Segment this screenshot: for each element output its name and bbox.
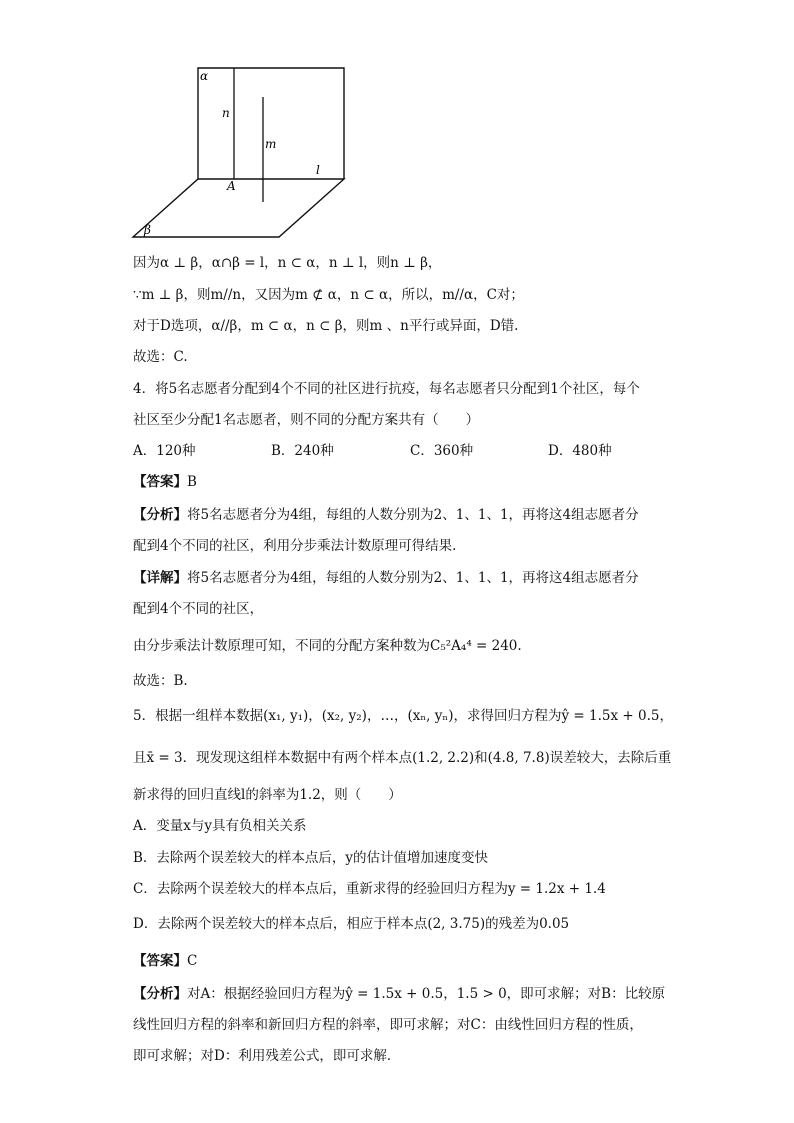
q3-solution-line-1: 因为α ⊥ β，α∩β = l，n ⊂ α，n ⊥ l，则n ⊥ β， [133,255,442,271]
answer-tag: 【答案】 [133,474,187,490]
q5-stem-line-2: 且x̄ = 3．现发现这组样本数据中有两个样本点(1.2, 2.2)和(4.8, 7.8)误差较大，去除后重 [133,750,672,766]
q5-option-d: D．去除两个误差较大的样本点后，相应于样本点(2, 3.75)的残差为0.05 [133,916,570,932]
q5-analysis-text-1: 对A：根据经验回归方程为ŷ = 1.5x + 0.5，1.5 > 0，即可求解；对B：比较原 [187,986,666,1002]
q4-option-b: B．240种 [271,443,334,459]
label-A: A [227,179,236,193]
analysis-tag: 【分析】 [133,507,187,523]
q5-stem-line-1: 5．根据一组样本数据(x₁, y₁)，(x₂, y₂)，…，(xₙ, yₙ)，求得回归方程为ŷ = 1.5x + 0.5， [133,708,673,724]
q4-analysis-line-1 [133,506,639,524]
label-l: l [316,163,320,177]
label-m: m [265,137,277,151]
q3-solution-line-3: 对于D选项，α//β，m ⊂ α，n ⊂ β，则m 、n平行或异面，D错. [133,318,519,334]
q5-option-c: C．去除两个误差较大的样本点后，重新求得的经验回归方程为y = 1.2x + 1.4 [133,881,606,897]
q3-conclusion: 故选：C. [133,349,188,365]
planes-figure [118,62,358,244]
q4-stem-line-2: 社区至少分配1名志愿者，则不同的分配方案共有（ ） [133,412,480,428]
q4-option-c: C．360种 [410,443,474,459]
q3-solution-line-2: ∵m ⊥ β，则m//n，又因为m ⊄ α，n ⊂ α，所以，m//α，C对； [133,287,524,303]
q4-stem-line-1: 4．将5名志愿者分配到4个不同的社区进行抗疫，每名志愿者只分配到1个社区，每个 [133,381,640,397]
label-n: n [222,106,230,120]
q5-answer-line [133,952,197,970]
q4-detail-line-2: 配到4个不同的社区， [133,601,264,617]
analysis-tag: 【分析】 [133,986,187,1002]
plane-beta [133,179,344,237]
q4-detail-text-1: 将5名志愿者分为4组，每组的人数分别为2、1、1、1，再将这4组志愿者分 [187,570,639,586]
q5-analysis-line-2: 线性回归方程的斜率和新回归方程的斜率，即可求解；对C：由线性回归方程的性质， [133,1017,643,1033]
q4-answer-line [133,473,197,491]
q4-detail-line-1 [133,569,639,587]
answer-tag: 【答案】 [133,953,187,969]
q5-analysis-line-1 [133,985,665,1003]
q5-stem-line-3: 新求得的回归直线l的斜率为1.2，则（ ） [133,787,402,803]
q4-option-d: D．480种 [548,443,612,459]
q4-answer-value: B [187,474,197,490]
label-beta: β [144,223,151,237]
q5-option-a: A．变量x与y具有负相关关系 [133,818,307,834]
q4-analysis-text-1: 将5名志愿者分为4组，每组的人数分别为2、1、1、1，再将这4组志愿者分 [187,507,639,523]
q4-conclusion: 故选：B. [133,673,188,689]
q5-answer-value: C [187,953,198,969]
plane-alpha [198,68,344,179]
q4-option-a: A．120种 [133,443,196,459]
q5-option-b: B．去除两个误差较大的样本点后，y的估计值增加速度变快 [133,850,489,866]
label-alpha: α [200,69,209,83]
q4-analysis-line-2: 配到4个不同的社区，利用分步乘法计数原理可得结果. [133,538,457,554]
detail-tag: 【详解】 [133,570,187,586]
q4-detail-line-3: 由分步乘法计数原理可知，不同的分配方案种数为C₅²A₄⁴ = 240. [133,638,522,654]
q5-analysis-line-3: 即可求解；对D：利用残差公式，即可求解． [133,1048,401,1064]
